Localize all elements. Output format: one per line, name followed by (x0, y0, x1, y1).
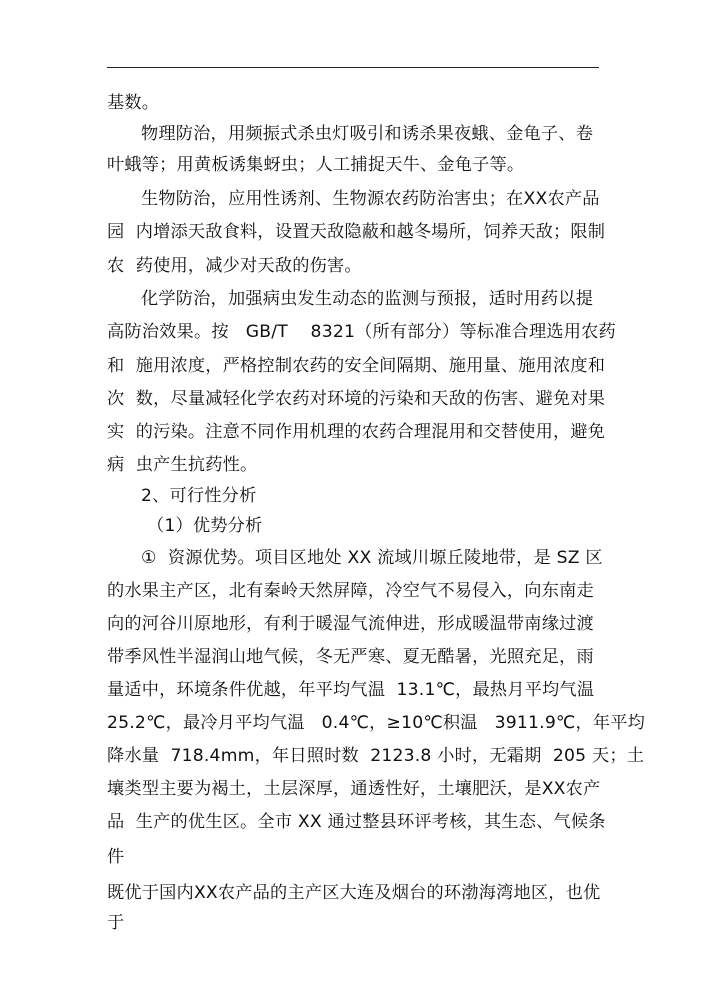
text-line: 的水果主产区，北有秦岭天然屏障，冷空气不易侵入，向东南走 (107, 581, 594, 601)
text-line: 园 内增添天敌食料，设置天敌隐蔽和越冬場所，饲养天敌；限制 (107, 222, 606, 242)
subsection-heading: （1）优势分析 (147, 516, 263, 536)
text-line: 25.2℃，最冷月平均气温 0.4℃，≥10℃积温 3911.9℃，年平均 (107, 713, 646, 733)
text-line: 实 的污染。注意不同作用机理的农药合理混用和交替使用，避免 (107, 422, 606, 442)
section-heading: 2、可行性分析 (141, 486, 257, 506)
text-line: 农 药使用，减少对天敌的伤害。 (107, 256, 362, 276)
text-line: 量适中，环境条件优越，年平均气温 13.1℃，最热月平均气温 (107, 680, 595, 700)
text-line: 物理防治，用频振式杀虫灯吸引和诱杀果夜蛾、金龟子、卷 (141, 124, 594, 144)
text-line: 次 数，尽量减轻化学农药对环境的污染和天敌的伤害、避免对果 (107, 389, 606, 409)
text-line: 化学防治，加强病虫发生动态的监测与预报，适时用药以提 (141, 289, 594, 309)
text-line: 带季风性半湿润山地气候，冬无严寒、夏无酷暑，光照充足，雨 (107, 647, 594, 667)
text-line: ① 资源优势。项目区地处 XX 流域川塬丘陵地带，是 SZ 区 (141, 548, 603, 568)
text-line: 壤类型主要为褐土，土层深厚，通透性好，土壤肥沃，是XX农产 (107, 779, 601, 799)
text-line: 病 虫产生抗药性。 (107, 455, 258, 475)
text-line: 高防治效果。按 GB/T 8321（所有部分）等标准合理选用农药 (107, 322, 616, 342)
text-line: 叶蛾等；用黄板诱集蚜虫；人工捕捉天牛、金龟子等。 (107, 155, 525, 175)
header-rule (107, 67, 599, 68)
text-line: 和 施用浓度，严格控制农药的安全间隔期、施用量、施用浓度和 (107, 356, 606, 376)
text-line: 件 (107, 847, 125, 867)
text-line: 既优于国内XX农产品的主产区大连及烟台的环渤海湾地区，也优 (107, 883, 601, 903)
text-line: 生物防治，应用性诱剂、生物源农药防治害虫；在XX农产品 (141, 189, 600, 209)
text-line: 品 生产的优生区。全市 XX 通过整县环评考核，其生态、气候条 (107, 812, 606, 832)
text-line: 基数。 (107, 93, 160, 113)
text-line: 降水量 718.4mm，年日照时数 2123.8 小时，无霜期 205 天；土 (107, 746, 645, 766)
text-line: 于 (107, 913, 125, 933)
text-line: 向的河谷川原地形，有利于暖湿气流伸进，形成暖温带南缘过渡 (107, 614, 594, 634)
